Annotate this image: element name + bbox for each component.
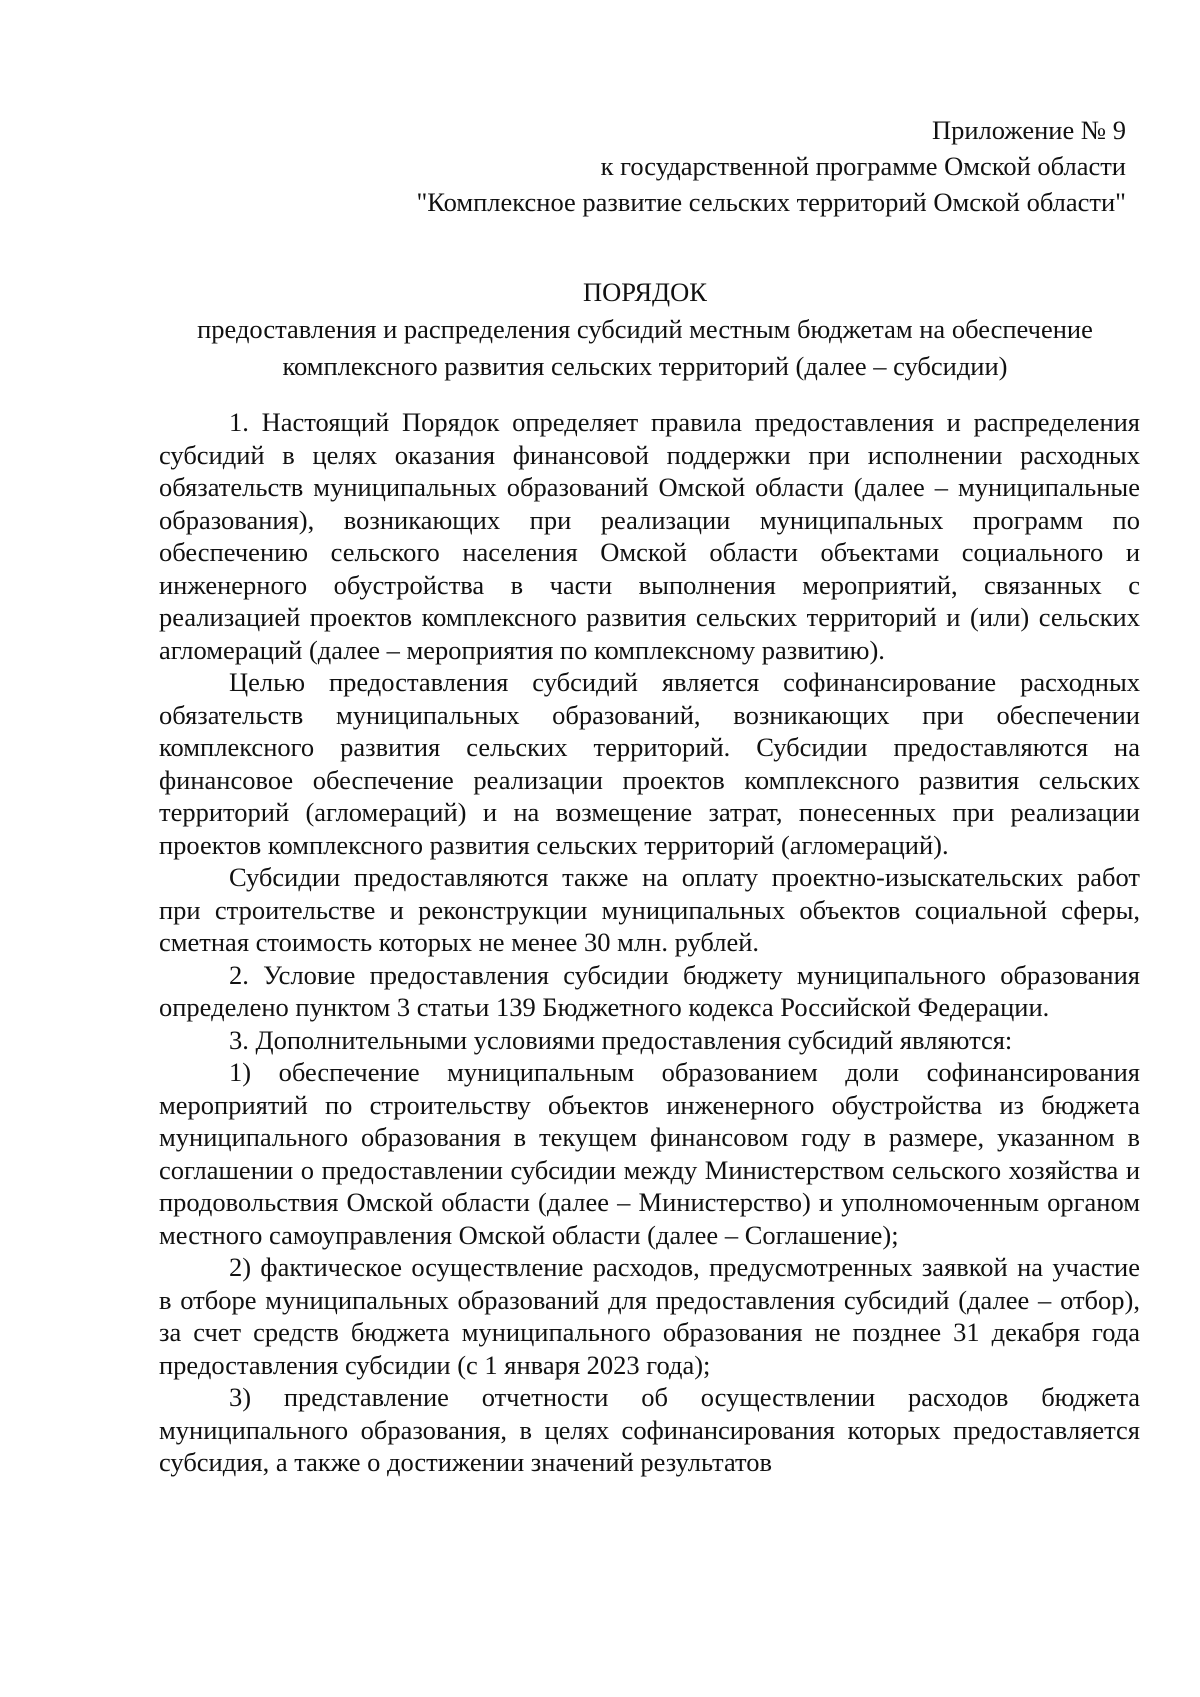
title-subtitle-line-2: комплексного развития сельских территорий (далее – субсидии) (282, 351, 1008, 381)
appendix-number: Приложение № 9 (931, 115, 1126, 145)
paragraph-design-works: Субсидии предоставляются также на оплату проектно-изыскательских работ при строительстве и реконструкции муниципальных объектов социальной сферы, сметная стоимость которых не менее 30 млн. рублей. (159, 862, 1140, 957)
paragraph-goal: Целью предоставления субсидий является софинансирование расходных обязательств муниципальных образований, возникающих при обеспечении комплексного развития сельских территорий. Субсидии предоставляются на финансовое обеспечение реализации проектов комплексного развития сельских территорий (агломераций) и на возмещение затрат, понесенных при реализации проектов комплексного развития сельских территорий (агломераций). (159, 667, 1140, 860)
appendix-header (416, 112, 1126, 220)
document-title (150, 274, 1140, 385)
document-body (159, 406, 1140, 1479)
paragraph-1: 1. Настоящий Порядок определяет правила предоставления и распределения субсидий в целях оказания финансовой поддержки при исполнении расходных обязательств муниципальных образований Омской области (далее – муниципальные образования), возникающих при реализации муниципальных программ по обеспечению сельского населения Омской области объектами социального и инженерного обустройства в части выполнения мероприятий, связанных с реализацией проектов комплексного развития сельских территорий и (или) сельских агломераций (далее – мероприятия по комплексному развитию). (159, 407, 1140, 665)
appendix-program-name: "Комплексное развитие сельских территорий Омской области" (416, 187, 1126, 217)
title-subtitle-line-1: предоставления и распределения субсидий местным бюджетам на обеспечение (197, 314, 1093, 344)
paragraph-2: 2. Условие предоставления субсидии бюджету муниципального образования определено пунктом 3 статьи 139 Бюджетного кодекса Российской Федерации. (159, 959, 1140, 1022)
title-heading: ПОРЯДОК (583, 277, 707, 307)
appendix-program-ref: к государственной программе Омской области (600, 151, 1126, 181)
condition-2: 2) фактическое осуществление расходов, предусмотренных заявкой на участие в отборе муниципальных образований для предоставления субсидий (далее – отбор), за счет средств бюджета муниципального образования не позднее 31 декабря года предоставления субсидии (с 1 января 2023 года); (159, 1252, 1140, 1380)
paragraph-3: 3. Дополнительными условиями предоставления субсидий являются: (229, 1024, 1013, 1055)
condition-1: 1) обеспечение муниципальным образованием доли софинансирования мероприятий по строительству объектов инженерного обустройства из бюджета муниципального образования в текущем финансовом году в размере, указанном в соглашении о предоставлении субсидии между Министерством сельского хозяйства и продовольствия Омской области (далее – Министерство) и уполномоченным органом местного самоуправления Омской области (далее – Соглашение); (159, 1057, 1140, 1250)
condition-3: 3) представление отчетности об осуществлении расходов бюджета муниципального образования, в целях софинансирования которых предоставляется субсидия, а также о достижении значений результатов (159, 1382, 1140, 1477)
